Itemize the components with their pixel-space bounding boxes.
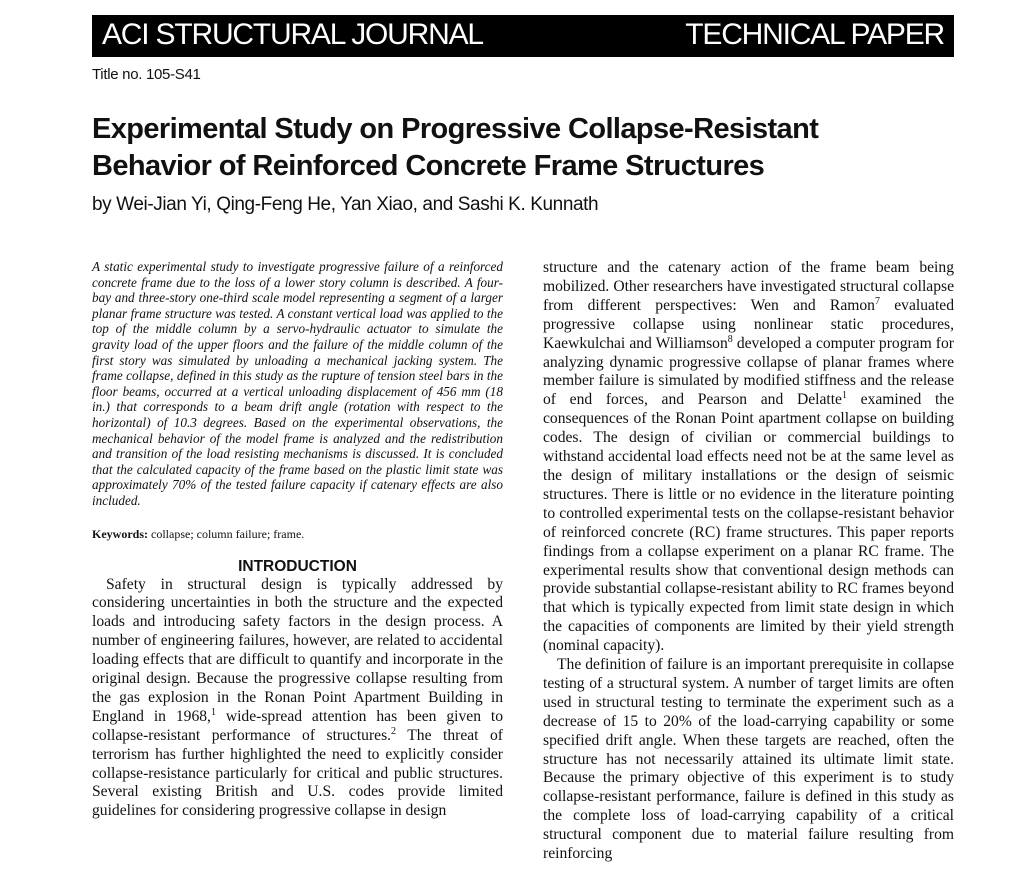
authors: by Wei-Jian Yi, Qing-Feng He, Yan Xiao, and Sashi K. Kunnath (92, 194, 599, 215)
text-run: wide-spread attention has been given to collapse-resistant performance of structures. (92, 707, 503, 744)
text-run: Safety in structural design is typically addressed by considering uncertainties in both the structure and the expected loads and introducing safety factors in the design process. A number of engineering failures, however, are related to accidental loading effects that are difficult to quantify and incorporate in the original design. Because the progressive collapse resulting from the gas explosion in the Ronan Point Apartment Building in England in 1968, (92, 575, 503, 725)
body-paragraph: The definition of failure is an important prerequisite in collapse testing of a structural system. A number of target limits are often used in structural testing to terminate the experiment such as a decrease of 15 to 20% of the load-carrying capability or some specified drift angle. When these targets are reached, often the structure has not necessarily attained its ultimate limit state. Because the primary objective of this experiment is to study collapse-resistant performance, failure is defined in this study as the complete loss of load-carrying capability of a critical structural component due to material failure resulting from reinforcing (543, 656, 954, 863)
left-column (92, 259, 503, 838)
citation-ref: 1 (210, 706, 216, 718)
citation-ref: 2 (391, 725, 397, 737)
abstract: A static experimental study to investigate progressive failure of a reinforced concrete frame due to the loss of a lower story column is described. A four-bay and three-story one-third scale model representing a segment of a larger planar frame structure was tested. A constant vertical load was applied to the top of the middle column by a servo-hydraulic actuator to simulate the gravity load of the upper floors and the failure of the middle column of the first story was simulated by unloading a mechanical jacking system. The frame collapse, defined in this study as the rupture of tension steel bars in the floor beams, occurred at a vertical unloading displacement of 456 mm (18 in.) that corresponds to a beam drift angle (rotation with respect to the horizontal) of 10.3 degrees. Based on the experimental observations, the mechanical behavior of the model frame is analyzed and the redistribution and transition of the load resisting mechanisms is discussed. It is concluded that the calculated capacity of the frame based on the plastic limit state was approximately 70% of the tested failure capacity if catenary effects are also included. (92, 259, 503, 508)
introduction-paragraph (92, 576, 503, 822)
title-number: Title no. 105-S41 (92, 66, 201, 83)
citation-ref: 8 (727, 333, 733, 345)
right-column (543, 259, 954, 890)
text-run: structure and the catenary action of the frame beam being mobilized. Other researchers have investigated structural collapse from different perspectives: Wen and Ramon (543, 259, 954, 314)
paper-title-line-2: Behavior of Reinforced Concrete Frame Structures (92, 150, 765, 182)
keywords (92, 527, 503, 541)
body-paragraph (543, 259, 954, 656)
paper-title (92, 111, 972, 185)
keywords-label: Keywords: (92, 526, 148, 541)
text-run: The threat of terrorism has further highlighted the need to explicitly consider collapse-resistance particularly for critical and public structures. Several existing British and U.S. codes provide limited guidelines for considering progressive collapse in design (92, 726, 503, 820)
text-run: examined the consequences of the Ronan Point apartment collapse on building codes. The design of civilian or commercial buildings to withstand accidental load effects need not be at the same level as the design of military installations or the design of seismic structures. There is little or no evidence in the literature pointing to controlled experimental tests on the collapse-resistant behavior of reinforced concrete (RC) frame structures. This paper reports findings from a collapse experiment on a planar RC frame. The experimental results show that conventional design methods can provide substantial collapse-resistant ability to RC frames beyond that which is typically expected from limit state design in which the capacities of components are limited by their yield strength (nominal capacity). (543, 391, 954, 655)
introduction-body (92, 576, 503, 838)
keywords-value: collapse; column failure; frame. (148, 526, 305, 541)
text-run: evaluated progressive collapse using nonlinear static procedures, Kaewkulchai and Williamson (543, 296, 954, 352)
citation-ref: 1 (841, 390, 847, 402)
journal-name: ACI STRUCTURAL JOURNAL (102, 18, 483, 51)
citation-ref: 7 (874, 295, 880, 307)
text-run: developed a computer program for analyzing dynamic progressive collapse of planar frames where member failure is simulated by modified stiffness and the release of end forces, and Pearson and Delatte (543, 334, 954, 409)
journal-banner (92, 15, 954, 57)
section-heading-introduction: INTRODUCTION (238, 557, 357, 575)
paper-type: TECHNICAL PAPER (685, 18, 944, 51)
paper-title-line-1: Experimental Study on Progressive Collapse-Resistant (92, 113, 819, 145)
